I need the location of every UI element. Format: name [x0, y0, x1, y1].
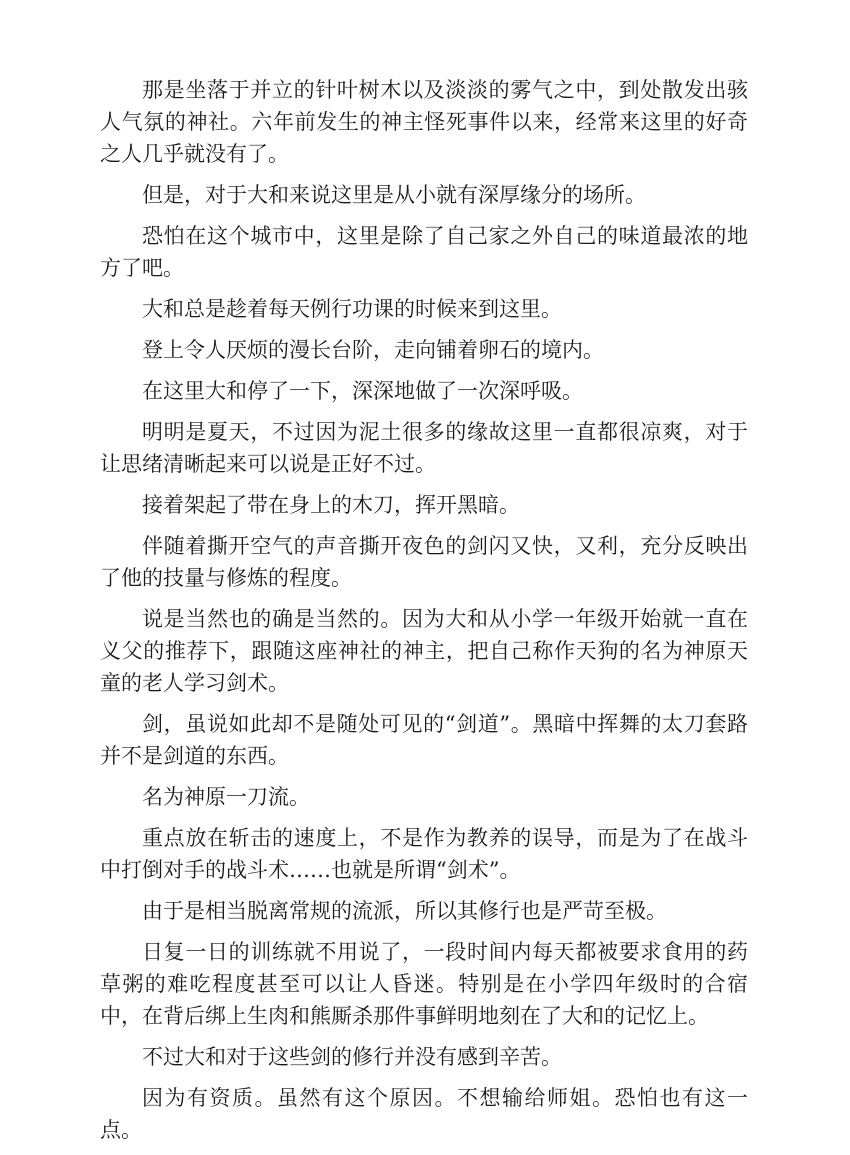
- paragraph: 不过大和对于这些剑的修行并没有感到辛苦。: [142, 1045, 562, 1069]
- paragraph: 登上令人厌烦的漫长台阶，走向铺着卵石的境内。: [142, 338, 604, 362]
- paragraph: 剑，虽说如此却不是随处可见的“剑道”。黑暗中挥舞的太刀套路并不是剑道的东西。: [100, 712, 748, 768]
- paragraph: 在这里大和停了一下，深深地做了一次深呼吸。: [142, 379, 583, 403]
- paragraph: 接着架起了带在身上的木刀，挥开黑暗。: [142, 493, 520, 517]
- paragraph: 名为神原一刀流。: [142, 785, 310, 809]
- paragraph: 说是当然也的确是当然的。因为大和从小学一年级开始就一直在义父的推荐下，跟随这座神社的神主，把自己称作天狗的名为神原天童的老人学习剑术。: [100, 607, 748, 695]
- paragraph: 恐怕在这个城市中，这里是除了自己家之外自己的味道最浓的地方了吧。: [100, 224, 748, 280]
- body-text: [100, 74, 748, 1155]
- paragraph: 大和总是趁着每天例行功课的时候来到这里。: [142, 297, 562, 321]
- paragraph: 但是，对于大和来说这里是从小就有深厚缘分的场所。: [142, 183, 646, 207]
- paragraph: 伴随着撕开空气的声音撕开夜色的剑闪又快，又利，充分反映出了他的技量与修炼的程度。: [100, 534, 748, 590]
- paragraph: 由于是相当脱离常规的流派，所以其修行也是严苛至极。: [142, 899, 667, 923]
- paragraph: 重点放在斩击的速度上，不是作为教养的误导，而是为了在战斗中打倒对手的战斗术……也就是所谓“剑术”。: [100, 826, 748, 882]
- paragraph: 因为有资质。虽然有这个原因。不想输给师姐。恐怕也有这一点。: [100, 1086, 748, 1142]
- paragraph: 明明是夏天，不过因为泥土很多的缘故这里一直都很凉爽，对于让思绪清晰起来可以说是正好不过。: [100, 420, 748, 476]
- paragraph: 那是坐落于并立的针叶树木以及淡淡的雾气之中，到处散发出骇人气氛的神社。六年前发生的神主怪死事件以来，经常来这里的好奇之人几乎就没有了。: [100, 78, 748, 166]
- paragraph: 日复一日的训练就不用说了，一段时间内每天都被要求食用的药草粥的难吃程度甚至可以让人昏迷。特别是在小学四年级时的合宿中，在背后绑上生肉和熊厮杀那件事鲜明地刻在了大和的记忆上。: [100, 940, 748, 1028]
